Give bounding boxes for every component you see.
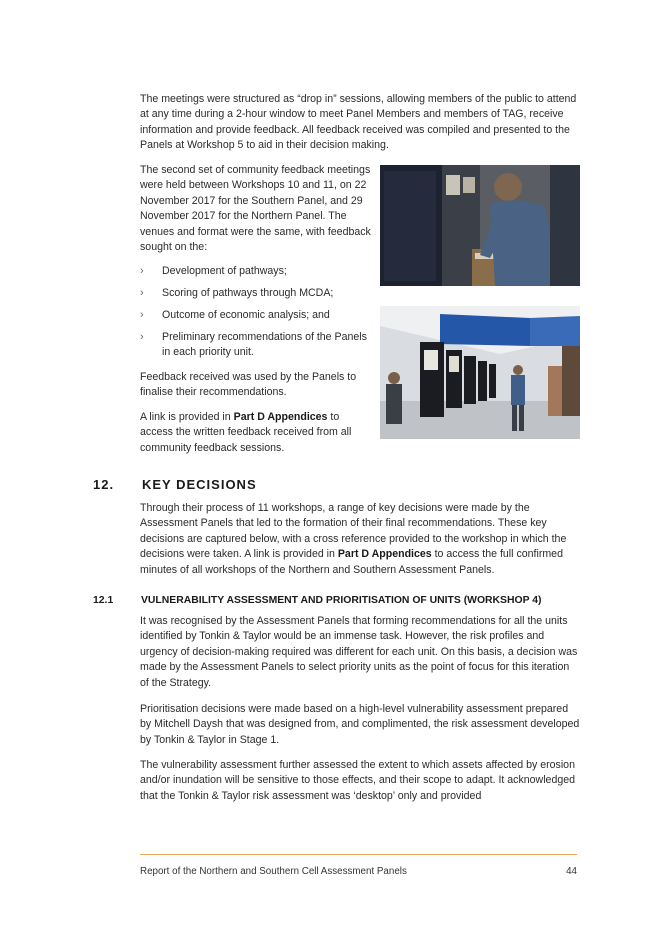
page-number: 44: [566, 866, 577, 877]
intro-paragraph: The meetings were structured as “drop in” sessions, allowing members of the public to attend at any time during a 2-hour window to meet Panel Members and members of TAG, receive information and provide feedback. All feedback received was compiled and presented to the Panels at Workshop 5 to aid in their decision making.: [140, 93, 577, 152]
feedback-paragraph: Feedback received was used by the Panels to finalise their recommendations.: [140, 371, 357, 399]
section-12-1-paragraph-3: The vulnerability assessment further assessed the extent to which assets affected by erosion and/or inundation will be sensitive to those effects, and their scope to adapt. It acknowledged that the Tonkin & Taylor risk assessment was ‘desktop’ only and provided: [140, 759, 576, 802]
chevron-right-icon: ›: [140, 286, 144, 299]
photo-exhibition-hall: [380, 306, 580, 439]
link-paragraph: [140, 410, 372, 456]
second-paragraph: The second set of community feedback meetings were held between Workshops 10 and 11, on 22 November 2017 for the Southern Panel, and 29 November 2017 for the Northern Panel. The venues and format were the same, with feedback sought on the:: [140, 164, 371, 254]
list-item-text: Development of pathways;: [162, 265, 287, 277]
footer-rule: [140, 854, 577, 855]
list-item: [140, 308, 370, 323]
section-12-1-heading: [93, 595, 541, 606]
list-item: [140, 330, 370, 361]
section-12-text: to access the full confirmed minutes of all workshops of the Northern and Southern Assessment Panels.: [140, 548, 563, 576]
list-item-text: Scoring of pathways through MCDA;: [162, 286, 334, 299]
section-title: KEY DECISIONS: [142, 477, 257, 492]
section-12-1-paragraph-2: Prioritisation decisions were made based on a high-level vulnerability assessment prepared by Mitchell Daysh that was designed from, and complimented, the risk assessment developed by Tonkin & Taylor in Stage 1.: [140, 703, 580, 746]
bullet-list: [140, 264, 370, 367]
section-number: 12.: [93, 477, 115, 492]
link-paragraph-text: to access the written feedback received from all community feedback sessions.: [140, 411, 352, 454]
appendices-reference: Part D Appendices: [337, 548, 432, 561]
photo-workshop-attendee-image: [380, 165, 580, 286]
subsection-number: 12.1: [93, 595, 114, 606]
footer-title: Report of the Northern and Southern Cell Assessment Panels: [140, 866, 407, 877]
list-item-text: Preliminary recommendations of the Panels in each priority unit.: [162, 330, 367, 359]
photo-exhibition-hall-image: [380, 306, 580, 439]
list-item-text: Outcome of economic analysis; and: [162, 308, 330, 321]
appendices-reference: Part D Appendices: [233, 411, 328, 423]
section-12-heading: [93, 477, 257, 492]
link-paragraph-text: A link is provided in: [140, 411, 234, 423]
chevron-right-icon: ›: [140, 265, 144, 277]
section-12-1-paragraph-1: It was recognised by the Assessment Panels that forming recommendations for all the units identified by Tonkin & Taylor would be an immense task. However, the risk profiles and urgency of decision-making required was different for each unit. On this basis, a decision was made by the Assessment Panels to select priority units as the point of focus for this iteration of the Strategy.: [140, 615, 578, 689]
list-item: [140, 286, 370, 301]
chevron-right-icon: ›: [140, 330, 144, 343]
section-12-paragraph: [140, 501, 580, 578]
chevron-right-icon: ›: [140, 308, 144, 321]
list-item: [140, 264, 370, 279]
photo-workshop-attendee: [380, 165, 580, 286]
section-12-text: Through their process of 11 workshops, a range of key decisions were made by the Assessment Panels that led to the formation of their final recommendations. These key decisions are captured below, with a cross reference provided to the workshop in which the decisions were taken. A link is provided in: [140, 502, 567, 561]
subsection-title: VULNERABILITY ASSESSMENT AND PRIORITISATION OF UNITS (WORKSHOP 4): [141, 595, 542, 606]
